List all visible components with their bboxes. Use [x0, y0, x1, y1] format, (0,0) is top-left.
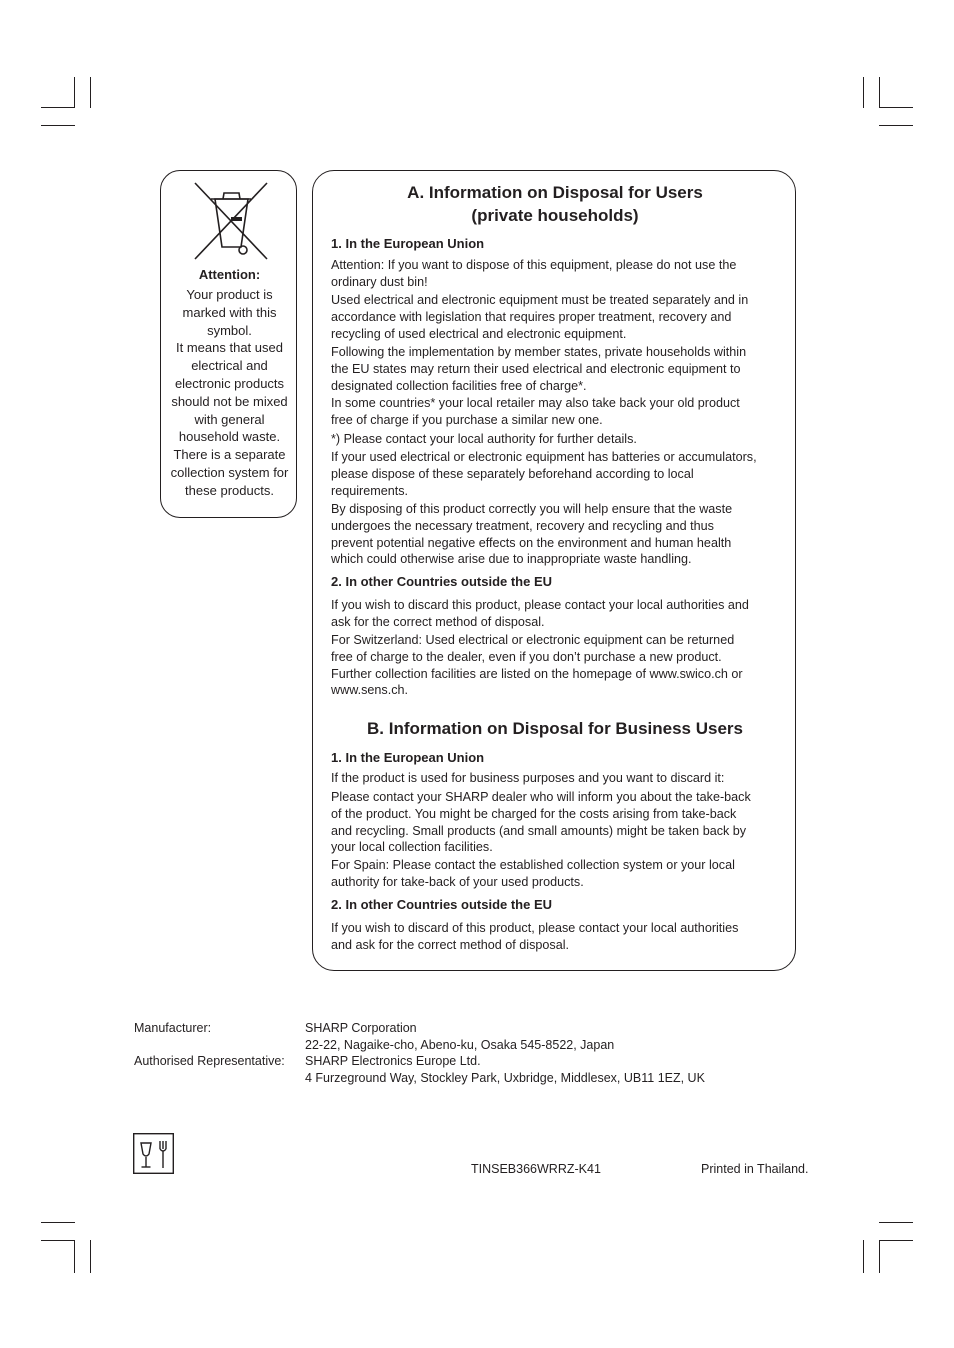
manufacturer-label: Manufacturer: — [134, 1021, 212, 1035]
document-code: TINSEB366WRRZ-K41 — [471, 1162, 601, 1176]
section-a-eu-paragraph: By disposing of this product correctly you will help ensure that the waste undergoes the necessary treatment, recovery and recycling and thus prevent potential negative effects on the environment and human health which could otherwise arise due to inappropriate waste handling. — [331, 502, 733, 567]
attention-title: Attention: — [198, 267, 261, 282]
section-a-other-paragraph: For Switzerland: Used electrical or electronic equipment can be returned free of charge to the dealer, even if you don’t purchase a new product. Further collection facilities are listed on the homepage of www.swico.ch or www.sens.ch. — [331, 633, 743, 698]
representative-label: Authorised Representative: — [134, 1054, 285, 1068]
section-a-heading-line1: A. Information on Disposal for Users — [407, 183, 703, 202]
section-b-heading: B. Information on Disposal for Business Users — [367, 719, 743, 738]
section-a-eu-paragraph: *) Please contact your local authority for further details. — [331, 432, 637, 446]
disposal-info-box — [312, 170, 796, 971]
section-b-eu-paragraph: If the product is used for business purposes and you want to discard it: — [331, 771, 725, 785]
section-a-other-heading: 2. In other Countries outside the EU — [331, 574, 553, 589]
section-a-heading-line2: (private households) — [471, 206, 639, 225]
section-b-eu-paragraph: Please contact your SHARP dealer who will inform you about the take-back of the product. You might be charged for the costs arising from take-back and recycling. Small products (and small amounts) might be taken back by your local collection facilities. — [331, 790, 751, 855]
attention-box — [160, 170, 297, 518]
section-b-other-heading: 2. In other Countries outside the EU — [331, 897, 553, 912]
printed-in: Printed in Thailand. — [701, 1162, 809, 1176]
section-a-eu-paragraph: In some countries* your local retailer may also take back your old product free of charge if you purchase a similar new one. — [331, 396, 740, 427]
section-a-eu-paragraph: Used electrical and electronic equipment must be treated separately and in accordance with legislation that requires proper treatment, recovery and recycling of used electrical and electronic equipment. — [331, 293, 749, 341]
crossed-out-wheelie-bin-icon — [193, 181, 269, 261]
section-b-eu-paragraph: For Spain: Please contact the established collection system or your local authority for take-back of your used products. — [331, 858, 735, 889]
representative-value: SHARP Electronics Europe Ltd. 4 Furzeground Way, Stockley Park, Uxbridge, Middlesex, UB11 1EZ, UK — [305, 1054, 705, 1085]
section-a-eu-paragraph: If your used electrical or electronic equipment has batteries or accumulators, please dispose of these separately beforehand according to local requirements. — [331, 450, 757, 498]
section-a-other-paragraph: If you wish to discard this product, please contact your local authorities and ask for the correct method of disposal. — [331, 598, 749, 629]
section-a-eu-paragraph: Following the implementation by member states, private households within the EU states may return their used electrical and electronic equipment to designated collection facilities free of charge*. — [331, 345, 747, 393]
section-a-eu-paragraph: Attention: If you want to dispose of this equipment, please do not use the ordinary dust bin! — [331, 258, 737, 289]
manufacturer-value: SHARP Corporation 22-22, Nagaike-cho, Abeno-ku, Osaka 545-8522, Japan — [305, 1021, 615, 1052]
attention-text: Your product is marked with this symbol. It means that used electrical and electronic products should not be mixed with general household waste. There is a separate collection system for these products. — [170, 287, 289, 498]
section-b-eu-heading: 1. In the European Union — [331, 750, 485, 765]
section-b-other-paragraph: If you wish to discard of this product, please contact your local authorities and ask for the correct method of disposal. — [331, 921, 739, 952]
glass-and-fork-icon — [133, 1133, 174, 1174]
section-a-eu-heading: 1. In the European Union — [331, 236, 485, 251]
